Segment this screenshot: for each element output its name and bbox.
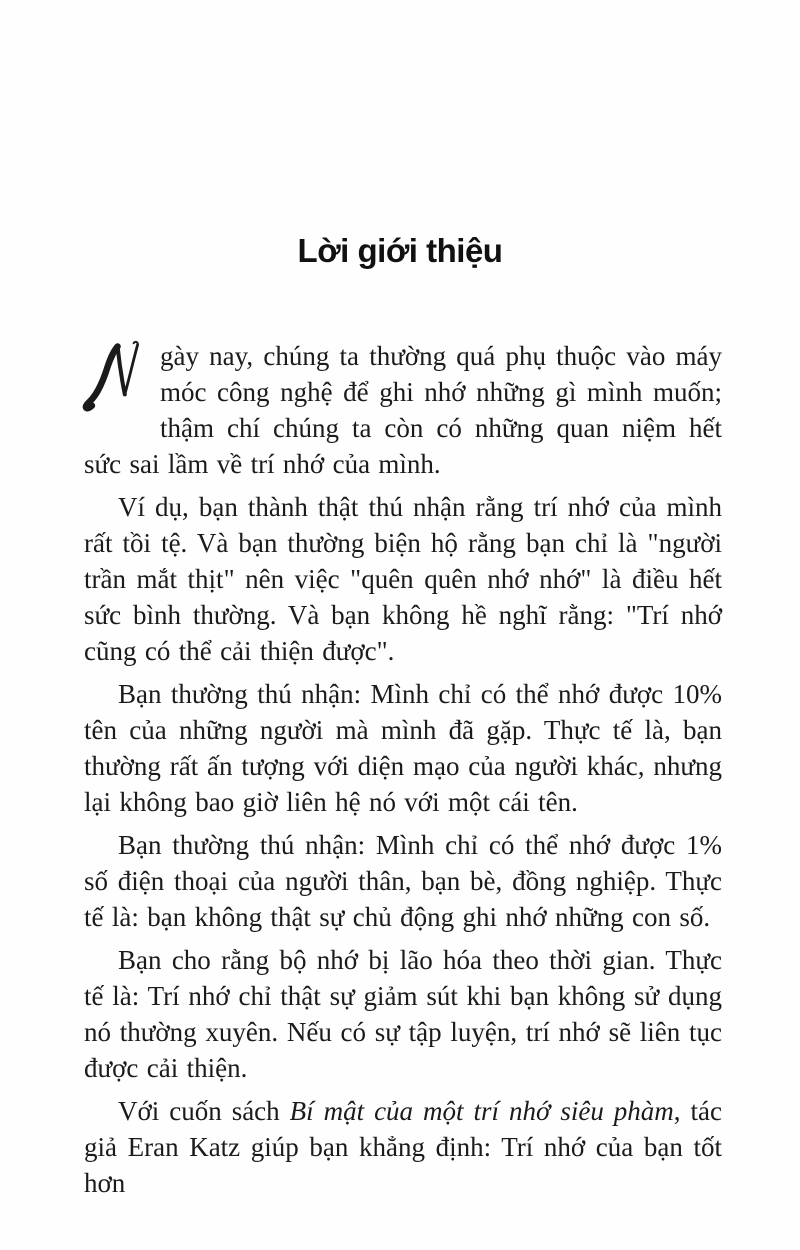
paragraph-3: Bạn thường thú nhận: Mình chỉ có thể nhớ được 10% tên của những người mà mình đã gặp. Thực tế là, bạn thường rất ấn tượng với diện mạo của người khác, nhưng lại không bao giờ liên hệ nó với một cái tên. <box>84 679 722 817</box>
paragraph-6-suffix: , tác giả Eran Katz giúp bạn khẳng định: Trí nhớ của bạn tốt hơn <box>84 1096 722 1198</box>
paragraph-5: Bạn cho rằng bộ nhớ bị lão hóa theo thời gian. Thực tế là: Trí nhớ chỉ thật sự giảm sút khi bạn không sử dụng nó thường xuyên. Nếu có sự tập luyện, trí nhớ sẽ liên tục được cải thiện. <box>84 945 722 1083</box>
paragraph-4: Bạn thường thú nhận: Mình chỉ có thể nhớ được 1% số điện thoại của người thân, bạn bè, đồng nghiệp. Thực tế là: bạn không thật sự chủ động ghi nhớ những con số. <box>84 830 722 932</box>
drop-cap-letter-n <box>78 340 154 412</box>
book-title-italic: Bí mật của một trí nhớ siêu phàm <box>289 1096 674 1126</box>
paragraph-6-prefix: Với cuốn sách <box>118 1096 290 1126</box>
paragraph-2: Ví dụ, bạn thành thật thú nhận rằng trí nhớ của mình rất tồi tệ. Và bạn thường biện hộ rằng bạn chỉ là "người trần mắt thịt" nên việc "quên quên nhớ nhớ" là điều hết sức bình thường. Và bạn không hề nghĩ rằng: "Trí nhớ cũng có thể cải thiện được". <box>84 492 722 666</box>
paragraph-1 <box>84 338 722 482</box>
paragraph-1-text: gày nay, chúng ta thường quá phụ thuộc vào máy móc công nghệ để ghi nhớ những gì mình muốn; thậm chí chúng ta còn có những quan niệm hết sức sai lầm về trí nhớ của mình. <box>84 341 722 479</box>
page-title: Lời giới thiệu <box>297 232 503 269</box>
body-text-block <box>84 338 722 1208</box>
paragraph-6 <box>84 1093 722 1201</box>
